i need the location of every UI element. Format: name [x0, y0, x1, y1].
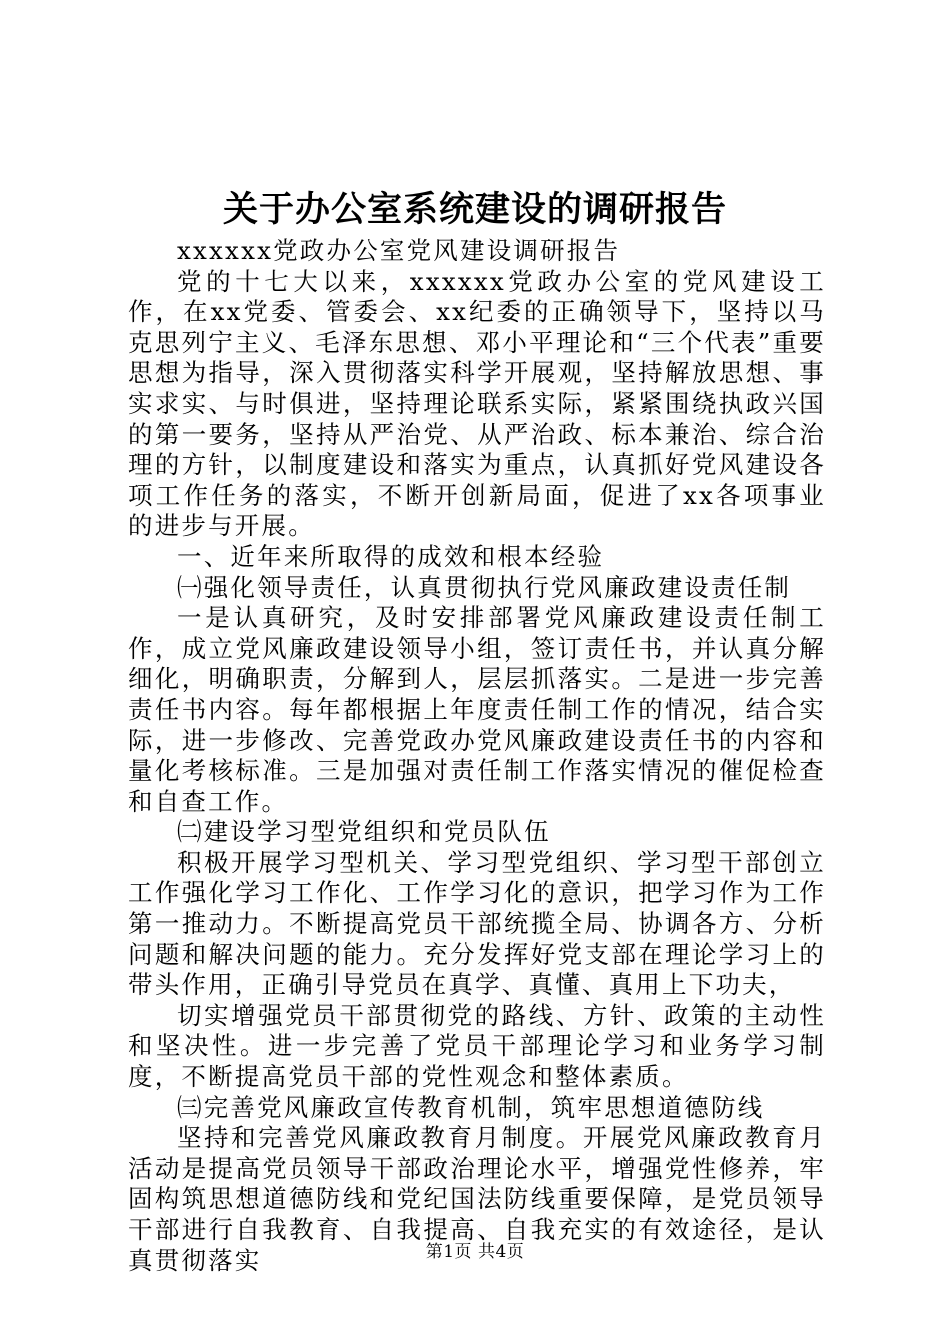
- report-subtitle: xxxxxx党政办公室党风建设调研报告: [177, 236, 621, 265]
- body-paragraph: 切实增强党员干部贯彻党的路线、方针、政策的主动性和坚决性。进一步完善了党员干部理论学习和业务学习制度，不断提高党员干部的党性观念和整体素质。: [128, 1000, 826, 1092]
- section-heading: 一、近年来所取得的成效和根本经验: [177, 541, 605, 571]
- intro-paragraph: 党的十七大以来，xxxxxx党政办公室的党风建设工作，在xx党委、管委会、xx纪委的正确领导下，坚持以马克思列宁主义、毛泽东思想、邓小平理论和“三个代表”重要思想为指导，深入贯彻落实科学开展观，坚持解放思想、事实求实、与时俱进，坚持理论联系实际，紧紧围绕执政兴国的第一要务，坚持从严治党、从严治政、标本兼治、综合治理的方针，以制度建设和落实为重点，认真抓好党风建设各项工作任务的落实，不断开创新局面，促进了xx各项事业的进步与开展。: [128, 266, 826, 541]
- body-paragraph: 一是认真研究，及时安排部署党风廉政建设责任制工作，成立党风廉政建设领导小组，签订责任书，并认真分解细化，明确职责，分解到人，层层抓落实。二是进一步完善责任书内容。每年都根据上年度责任制工作的情况，结合实际，进一步修改、完善党政办党风廉政建设责任书的内容和量化考核标准。三是加强对责任制工作落实情况的催促检查和自查工作。: [128, 603, 826, 816]
- page-footer: 第1页 共4页: [425, 1242, 525, 1262]
- body-paragraph: 坚持和完善党风廉政教育月制度。开展党风廉政教育月活动是提高党员领导干部政治理论水平，增强党性修养，牢固构筑思想道德防线和党纪国法防线重要保障，是党员领导干部进行自我教育、自我提高、自我充实的有效途径，是认真贯彻落实: [128, 1123, 826, 1275]
- subsection-heading: ㈠强化领导责任，认真贯彻执行党风廉政建设责任制: [177, 572, 792, 602]
- document-title: 关于办公室系统建设的调研报告: [222, 189, 727, 230]
- subsection-heading: ㈡建设学习型党组织和党员队伍: [177, 817, 551, 847]
- document-body: [128, 236, 826, 1276]
- body-paragraph: 积极开展学习型机关、学习型党组织、学习型干部创立工作强化学习工作化、工作学习化的意识，把学习作为工作第一推动力。不断提高党员干部统揽全局、协调各方、分析问题和解决问题的能力。充分发挥好党支部在理论学习上的带头作用，正确引导党员在真学、真懂、真用上下功夫，: [128, 847, 826, 1000]
- subsection-heading: ㈢完善党风廉政宣传教育机制，筑牢思想道德防线: [177, 1092, 765, 1122]
